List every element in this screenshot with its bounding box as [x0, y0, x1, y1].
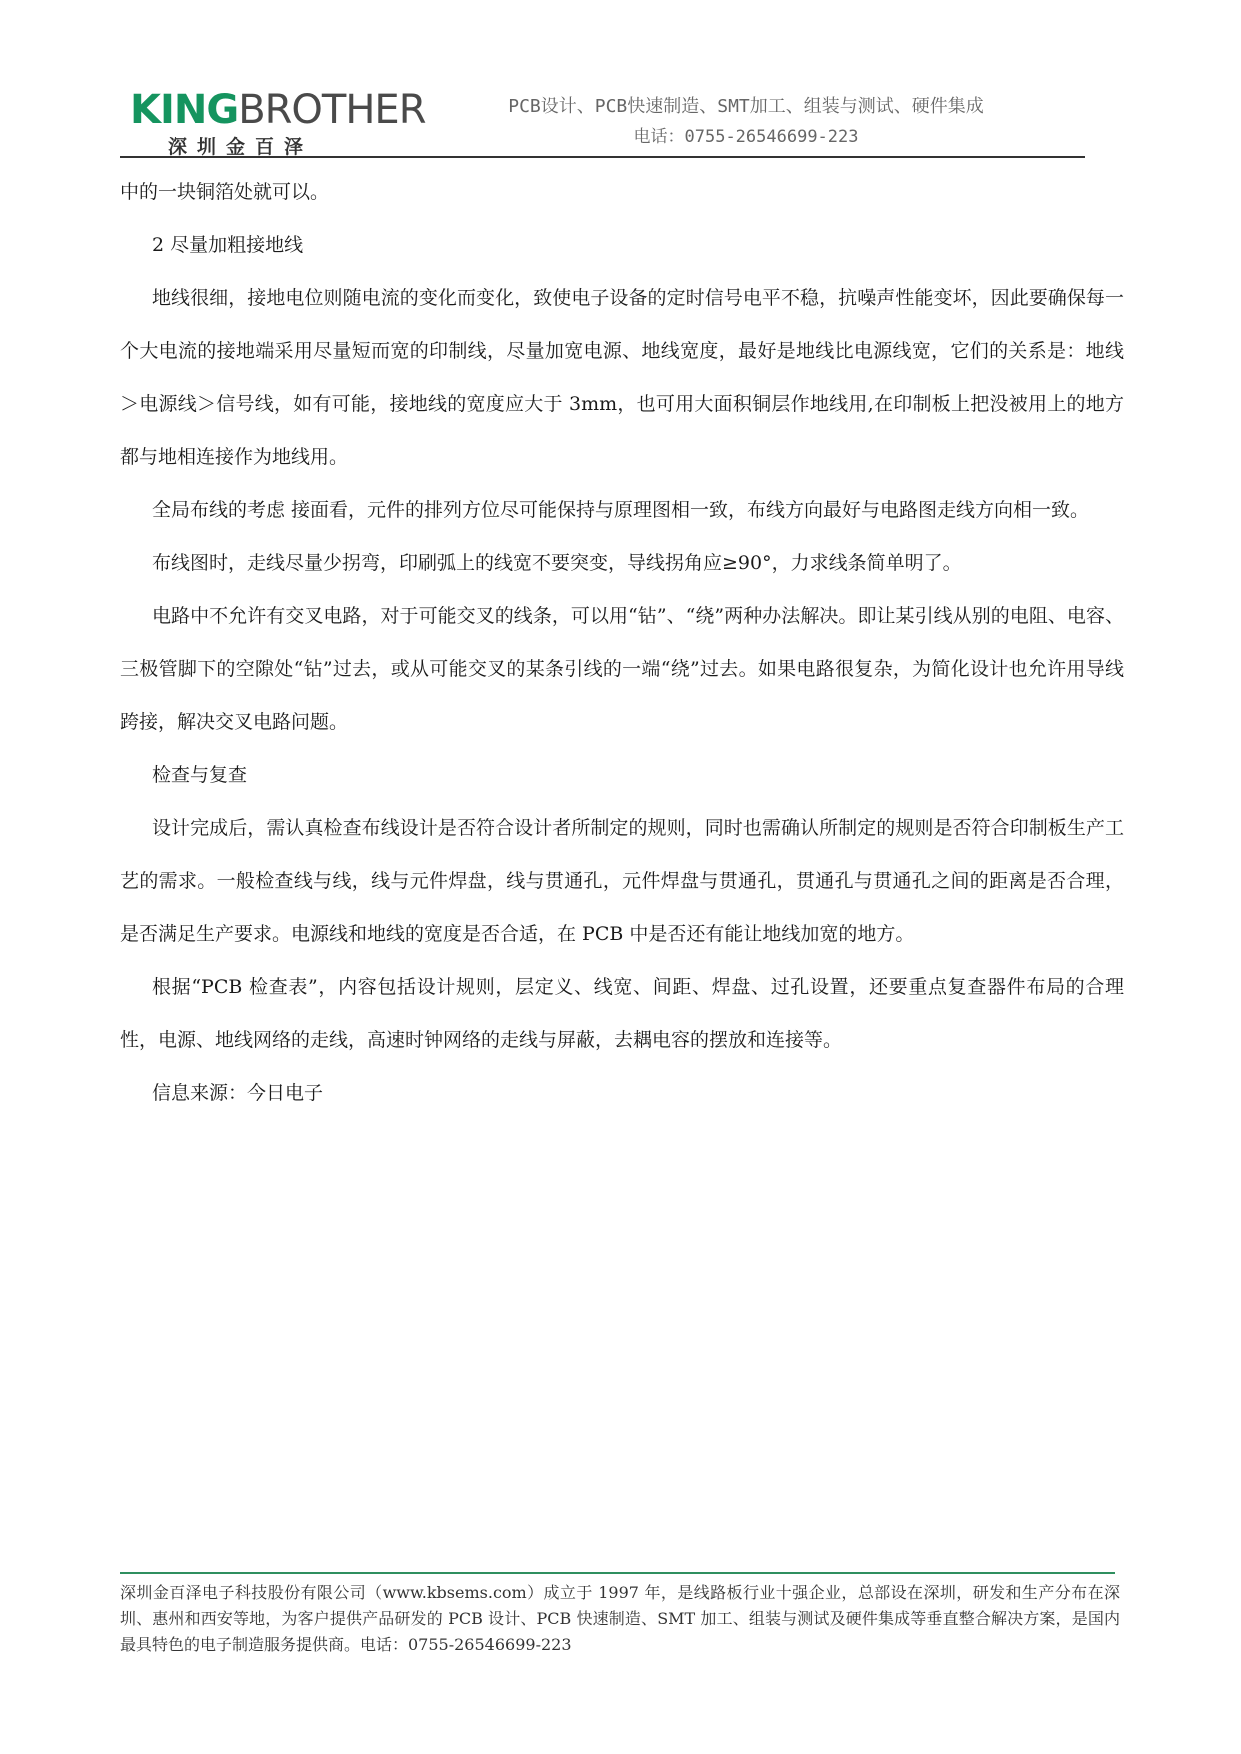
paragraph: 全局布线的考虑 接面看，元件的排列方位尽可能保持与原理图相一致，布线方向最好与电路图走线方向相一致。 — [152, 499, 1090, 521]
section-heading: 2 尽量加粗接地线 — [152, 234, 304, 256]
paragraph: 设计完成后，需认真检查布线设计是否符合设计者所制定的规则，同时也需确认所制定的规则是否符合印制板生产工艺的需求。一般检查线与线，线与元件焊盘，线与贯通孔，元件焊盘与贯通孔，贯通孔与贯通孔之间的距离是否合理，是否满足生产要求。电源线和地线的宽度是否合适，在 PCB 中是否还有能让地线加宽的地方。 — [120, 817, 1124, 945]
footer-divider — [120, 1572, 1115, 1574]
page-footer: 深圳金百泽电子科技股份有限公司（www.kbsems.com）成立于 1997 年，是线路板行业十强企业，总部设在深圳，研发和生产分布在深圳、惠州和西安等地，为客户提供产品研发的 PCB 设计、PCB 快速制造、SMT 加工、组装与测试及硬件集成等垂直整合解决方案，是国内最具特色的电子制造服务提供商。电话：0755-26546699-223 — [120, 1583, 1120, 1654]
paragraph: 根据“PCB 检查表”，内容包括设计规则，层定义、线宽、间距、焊盘、过孔设置，还要重点复查器件布局的合理性，电源、地线网络的走线，高速时钟网络的走线与屏蔽，去耦电容的摆放和连接等。 — [120, 976, 1124, 1051]
header-divider — [120, 156, 1085, 158]
section-heading: 检查与复查 — [152, 764, 248, 786]
page-header — [120, 86, 1085, 156]
header-tagline: PCB设计、PCB快速制造、SMT加工、组装与测试、硬件集成 — [508, 96, 984, 117]
header-phone: 电话：0755-26546699-223 — [633, 127, 859, 147]
source-note: 信息来源：今日电子 — [152, 1082, 324, 1104]
paragraph: 地线很细，接地电位则随电流的变化而变化，致使电子设备的定时信号电平不稳，抗噪声性能变坏，因此要确保每一个大电流的接地端采用尽量短而宽的印制线，尽量加宽电源、地线宽度，最好是地线比电源线宽，它们的关系是：地线＞电源线＞信号线，如有可能，接地线的宽度应大于 3mm，也可用大面积铜层作地线用,在印制板上把没被用上的地方都与地相连接作为地线用。 — [120, 287, 1124, 468]
logo-king-text: KING — [130, 87, 239, 133]
paragraph: 布线图时，走线尽量少拐弯，印刷弧上的线宽不要突变，导线拐角应≥90°，力求线条简单明了。 — [152, 552, 962, 574]
company-logo — [130, 87, 426, 133]
logo-chinese-name: 深圳金百泽 — [168, 136, 314, 158]
paragraph: 电路中不允许有交叉电路，对于可能交叉的线条，可以用“钻”、“绕”两种办法解决。即让某引线从别的电阻、电容、三极管脚下的空隙处“钻”过去，或从可能交叉的某条引线的一端“绕”过去。如果电路很复杂，为简化设计也允许用导线跨接，解决交叉电路问题。 — [120, 605, 1124, 733]
document-body — [120, 166, 1124, 1120]
logo-brother-text: BROTHER — [238, 87, 426, 133]
paragraph: 中的一块铜箔处就可以。 — [120, 181, 330, 203]
